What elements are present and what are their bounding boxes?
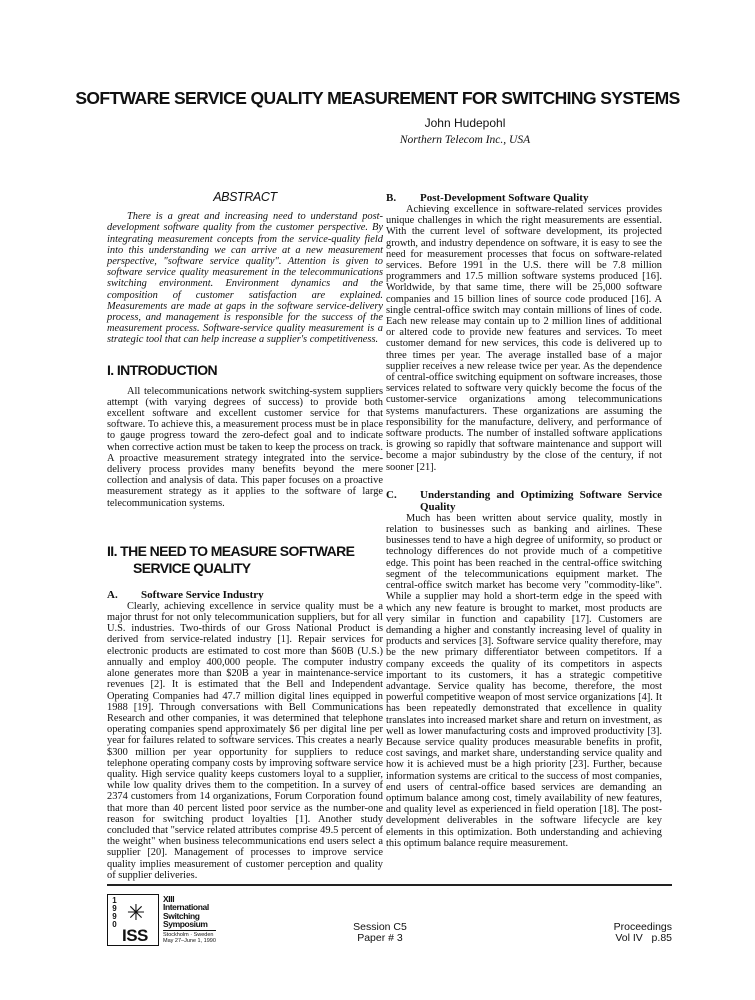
proceedings-label: Proceedings <box>613 921 672 933</box>
subsection-a-letter: A. <box>107 588 118 601</box>
star-burst-icon: ✳ <box>126 900 146 925</box>
introduction-section <box>107 362 383 509</box>
subsection-a-title: Software Service Industry <box>141 588 264 601</box>
right-column <box>386 192 662 849</box>
logo-year-digit: 9 <box>112 912 117 921</box>
paper-number: Paper # 3 <box>357 932 403 944</box>
session-label: Session C5 <box>353 921 407 933</box>
left-column <box>107 192 383 881</box>
introduction-text: All telecommunications network switching-system suppliers attempt (with varying degrees of success) to provide both excellent software and excellent customer service for that software. To achieve this, a measurement process must be in place to gauge progress toward the zero-defect goal and to indicate when corrective action must be taken to keep the process on track. A proactive measurement strategy integrated into the service-delivery process provides many benefits beyond the mere collection and analysis of data. This paper focuses on a proactive measurement strategy as it applies to the software of large telecommunication systems. <box>107 385 383 509</box>
logo-location: Stockholm · Sweden <box>163 932 214 938</box>
need-heading-line1: II. THE NEED TO MEASURE SOFTWARE <box>107 542 355 559</box>
subsection-b-letter: B. <box>386 192 397 204</box>
subsection-a-heading <box>107 589 383 601</box>
logo-name-line: Switching <box>163 910 200 921</box>
subsection-b-text: Achieving excellence in software-related services provides unique challenges in which the right measurements are essential. With the current level of software development, its projected growth, and industry dependence on software, it is easy to see the need for measurement processes that focus on software-related services. Before 1991 in the U.S. there will be 7.8 million programmers and 17.5 million software systems produced [16]. Worldwide, by that same time, there will be 25,000 software companies and 15 billion lines of source code produced [16]. A single central-office switch may contain millions of lines of code. Each new release may contain up to 2 million lines of additional or altered code to provide new features and services. To meet customer demand for new services, this code is delivered up to three times per year. The average installed base of a major supplier receives a new release twice per year. As the dependence of central-office switching equipment on software increases, those services related to software very quickly become the focus of the customer-service organizations among telecommunications systems manufacturers. These organizations are assuming the responsibility for the manufacture, delivery, and performance of software products. The number of installed software applications is growing so rapidly that software maintenance and support will become a major subindustry by the close of the century, if not sooner [21]. <box>386 204 662 473</box>
abstract-heading: ABSTRACT <box>213 190 277 204</box>
subsection-c-heading <box>386 489 662 513</box>
logo-dates: May 27–June 1, 1990 <box>163 938 216 944</box>
logo-year-digit: 1 <box>112 896 117 905</box>
footer-divider <box>107 884 672 886</box>
logo-year-digit: 0 <box>112 920 117 929</box>
iss-logo <box>107 894 227 946</box>
iss-logo-box <box>107 894 159 946</box>
proceedings-info <box>580 922 672 944</box>
logo-acronym: ISS <box>122 926 148 945</box>
subsection-c-text: Much has been written about service quality, mostly in relation to businesses such as banking and airlines. These businesses tend to have a high degree of uniformity, so product or technology differences do not provide much of a competitive edge. This point has been reached in the central-office switching segment of the telecommunications equipment market. The central-office switch market has become very "commodity-like". While a supplier may hold a short-term edge in the speed with which any new feature is brought to market, most products are very similar in function and capability [17]. Customers are demanding a higher and constantly increasing level of quality in products and services [3]. Software service quality therefore, may be the new primary differentiator between competitors. If a company exceeds the quality of its competitors in aspects important to its customers, it has a strategic competitive advantage. Service quality has become, therefore, the most powerful competitive weapon of most service organizations [4]. It has been repeatedly demonstrated that excellence in quality translates into increased market share and return on investment, as well as lower manufacturing costs and improved productivity [3]. Because service quality produces measurable benefits in profit, cost savings, and market share, understanding service quality and how it is achieved must be a high priority [23]. Further, because information systems are critical to the success of most companies, end users of central-office based services are demanding an optimum balance among cost, timely availability of new features, and quality level as experienced in field operation [18]. The post-development deliverables in the software lifecycle are key elements in this optimization. Both understanding and achieving this optimum balance require measurement. <box>386 512 662 849</box>
subsection-b-title: Post-Development Software Quality <box>420 192 589 204</box>
need-section <box>107 543 383 881</box>
subsection-c-title: Understanding and Optimizing Software Service Quality <box>420 488 662 513</box>
logo-name <box>163 895 209 929</box>
abstract-section <box>107 192 383 346</box>
introduction-heading: I. INTRODUCTION <box>107 361 217 378</box>
subsection-c-letter: C. <box>386 488 397 501</box>
author-affiliation: Northern Telecom Inc., USA <box>399 134 531 146</box>
author-name: John Hudepohl <box>424 116 506 130</box>
abstract-text: There is a great and increasing need to understand post-development software quality from the customer perspective. By integrating measurement concepts from the service-quality field into this understanding we can arrive at a new measurement perspective, "software service quality". Attention is given to software service quality measurement in the telecommunications switching environment. Environment dynamics and the composition of customer satisfaction are explained. Measurements are made at gaps in the software service-delivery process, and management is responsible for the success of the measurement process. Software-service quality measurement is a strategic tool that can help increase a supplier's competitiveness. <box>107 211 383 346</box>
logo-place <box>163 930 216 944</box>
paper-title: SOFTWARE SERVICE QUALITY MEASUREMENT FOR SWITCHING SYSTEMS <box>75 88 680 108</box>
subsection-a-text: Clearly, achieving excellence in service quality must be a major thrust for not only telecommunication suppliers, but for all U.S. industries. Two-thirds of our Gross National Product is derived from service-related industry [1]. Repair services for electronic products are estimated to cost more than $60B (U.S.) annually and employ 400,000 people. The computer industry alone generates more than $20B a year in maintenance-service revenues [2]. It is estimated that the Bell and Independent Operating Companies had 47.7 million digital lines equipped in 1988 [19]. Through conversations with Bell Communications Research and other companies, it was determined that telephone operating companies spend approximately $6 per digital line per year for failures related to software services. This creates a nearly $300 million per year opportunity for suppliers to reduce telephone operating company costs by improving software service quality. High service quality keeps customers loyal to a supplier, while low quality drives them to the competition. In a survey of 2374 customers from 14 organizations, Forum Corporation found that more than 40 percent listed poor service as the number-one reason for switching product loyalties [1]. Another study concluded that "service related attributes comprise 49.5 percent of the weight" when business telecommunications end users select a supplier [20]. Management of processes to improve service quality implies measurement of customer perception and quality of supplier deliveries. <box>107 600 383 881</box>
logo-name-line: XIII <box>163 894 175 904</box>
subsection-b-heading <box>386 192 662 204</box>
need-heading-line2: SERVICE QUALITY <box>133 559 251 576</box>
logo-year <box>110 897 119 929</box>
logo-name-line: International <box>163 902 209 913</box>
volume-page: Vol IV p.85 <box>615 932 672 944</box>
session-info <box>345 922 415 944</box>
logo-name-line: Symposium <box>163 919 208 930</box>
logo-year-digit: 9 <box>112 904 117 913</box>
